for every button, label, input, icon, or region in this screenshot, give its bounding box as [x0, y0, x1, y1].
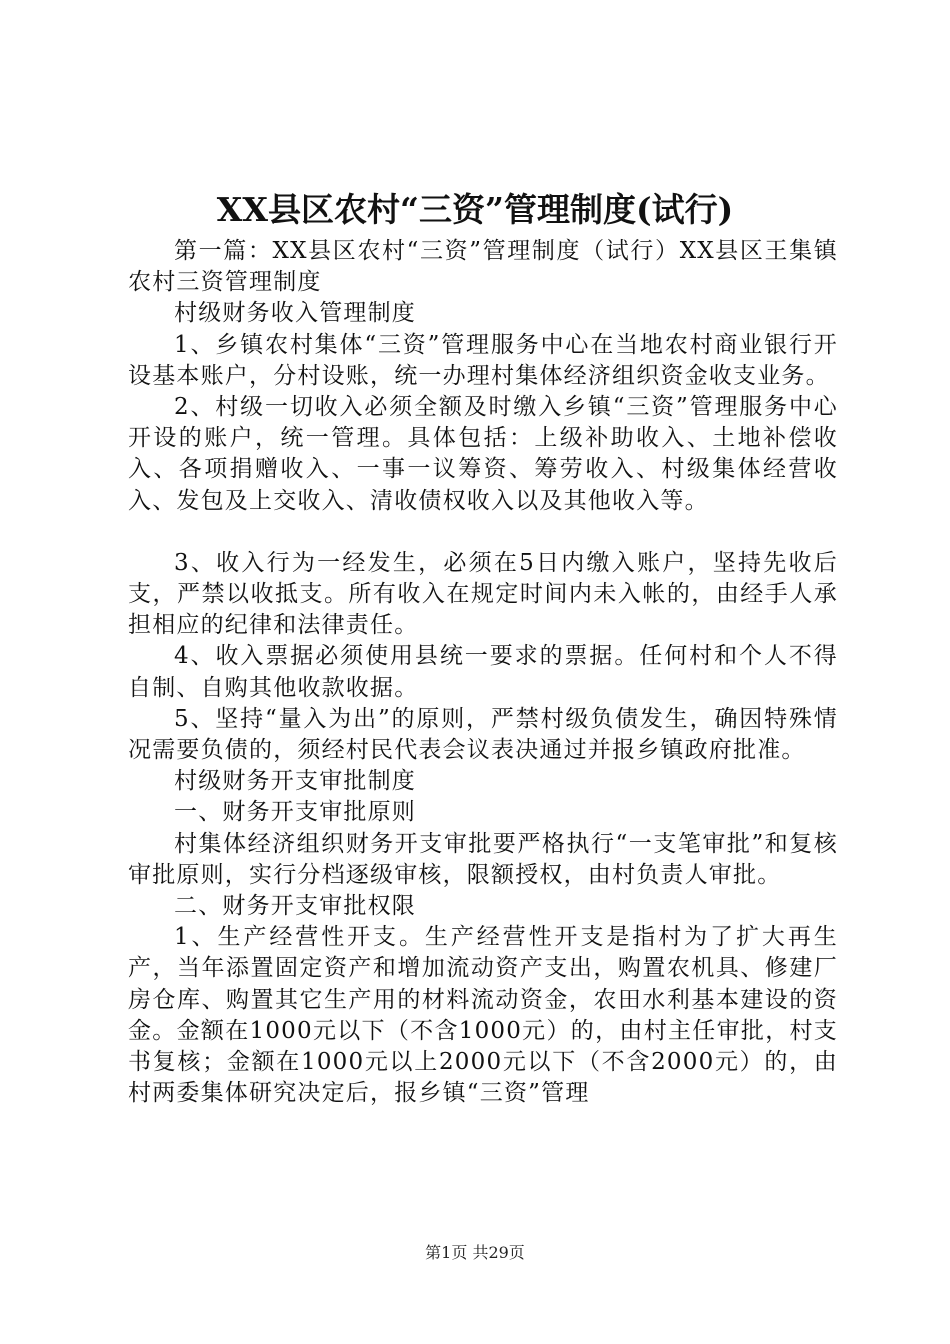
paragraph-authority-1: 1、生产经营性开支。生产经营性开支是指村为了扩大再生产，当年添置固定资产和增加流动资产支出，购置农机具、修建厂房仓库、购置其它生产用的材料流动资金，农田水利基本建设的资金。金额在1000元以下（不含1000元）的，由村主任审批，村支书复核；金额在1000元以上2000元以下（不含2000元）的，由村两委集体研究决定后，报乡镇“三资”管理 [128, 924, 838, 1107]
subheading-authority: 二、财务开支审批权限 [174, 893, 416, 920]
paragraph-income-5: 5、坚持“量入为出”的原则，严禁村级负债发生，确因特殊情况需要负债的，须经村民代表会议表决通过并报乡镇政府批准。 [128, 705, 838, 764]
section-heading-income: 村级财务收入管理制度 [174, 300, 416, 327]
paragraph-income-1: 1、乡镇农村集体“三资”管理服务中心在当地农村商业银行开设基本账户，分村设账，统一办理村集体经济组织资金收支业务。 [128, 331, 838, 389]
paragraph-income-2: 2、村级一切收入必须全额及时缴入乡镇“三资”管理服务中心开设的账户，统一管理。具体包括：上级补助收入、土地补偿收入、各项捐赠收入、一事一议筹资、筹劳收入、村级集体经营收入、发包及上交收入、清收债权收入以及其他收入等。 [128, 394, 838, 514]
section-heading-expense: 村级财务开支审批制度 [174, 768, 416, 795]
paragraph-income-4: 4、收入票据必须使用县统一要求的票据。任何村和个人不得自制、自购其他收款收据。 [128, 643, 838, 701]
page-footer: 第1页 共29页 [425, 1243, 525, 1262]
paragraph-intro: 第一篇：XX县区农村“三资”管理制度（试行）XX县区王集镇农村三资管理制度 [128, 238, 838, 296]
paragraph-principle: 村集体经济组织财务开支审批要严格执行“一支笔审批”和复核审批原则，实行分档逐级审核，限额授权，由村负责人审批。 [128, 830, 838, 888]
paragraph-income-3: 3、收入行为一经发生，必须在5日内缴入账户，坚持先收后支，严禁以收抵支。所有收入在规定时间内未入帐的，由经手人承担相应的纪律和法律责任。 [128, 549, 838, 639]
document-body [128, 236, 838, 1109]
paragraph-spacer [128, 517, 838, 548]
document-title: XX县区农村“三资”管理制度(试行) [216, 190, 734, 229]
subheading-principle: 一、财务开支审批原则 [174, 799, 416, 826]
